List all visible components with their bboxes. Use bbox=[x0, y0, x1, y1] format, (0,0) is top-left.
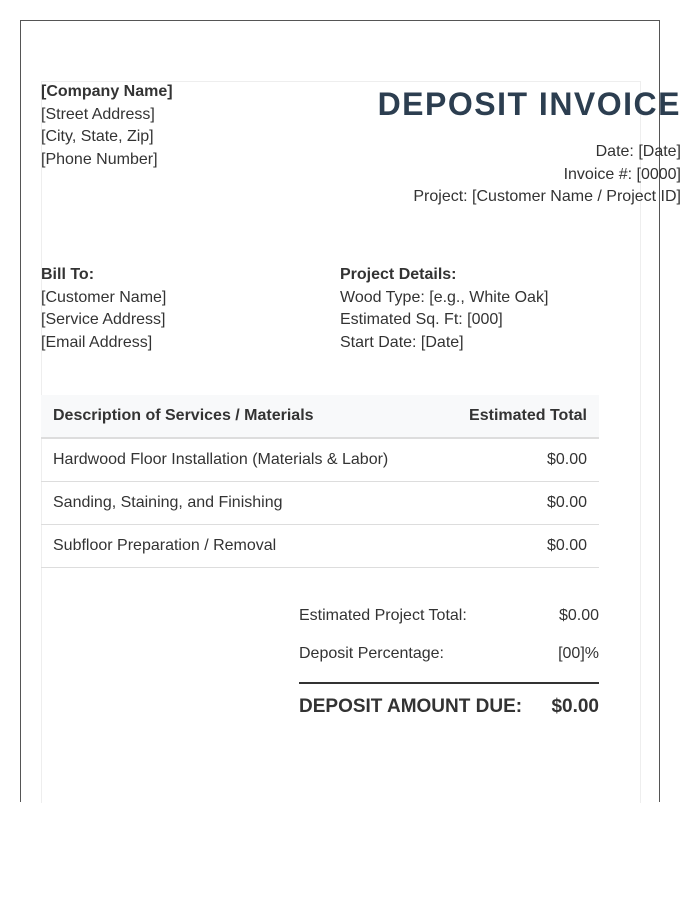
row-total: $0.00 bbox=[441, 525, 599, 568]
header-description: Description of Services / Materials bbox=[41, 395, 441, 438]
project-sqft: Estimated Sq. Ft: [000] bbox=[340, 311, 503, 328]
project-details-heading: Project Details: bbox=[340, 266, 457, 283]
bill-to-email: [Email Address] bbox=[41, 333, 153, 351]
company-block bbox=[41, 81, 173, 171]
company-city: [City, State, Zip] bbox=[41, 128, 154, 145]
items-table bbox=[41, 395, 599, 568]
summary-deposit-pct-value: [00]% bbox=[558, 645, 599, 662]
table-row bbox=[41, 438, 599, 482]
bill-to-heading: Bill To: bbox=[41, 266, 95, 283]
project-details-block bbox=[340, 264, 548, 354]
summary-project-total-label: Estimated Project Total: bbox=[299, 607, 467, 624]
company-phone: [Phone Number] bbox=[41, 150, 158, 168]
company-street: [Street Address] bbox=[41, 105, 155, 123]
header-total: Estimated Total bbox=[441, 395, 599, 438]
row-description: Sanding, Staining, and Finishing bbox=[41, 482, 441, 525]
summary-block bbox=[299, 606, 599, 718]
project-wood-type: Wood Type: [e.g., White Oak] bbox=[340, 288, 549, 306]
row-description: Subfloor Preparation / Removal bbox=[41, 525, 441, 568]
deposit-due-value: $0.00 bbox=[551, 696, 599, 717]
summary-project-total-row bbox=[299, 606, 599, 644]
bill-to-block bbox=[41, 264, 166, 354]
invoice-project: Project: [Customer Name / Project ID] bbox=[413, 188, 681, 205]
row-total: $0.00 bbox=[441, 438, 599, 482]
deposit-due-label: DEPOSIT AMOUNT DUE: bbox=[299, 696, 523, 717]
invoice-number: Invoice #: [0000] bbox=[563, 165, 681, 183]
items-table-header-row bbox=[41, 395, 599, 438]
items-table-wrapper bbox=[41, 395, 599, 568]
summary-divider bbox=[299, 682, 599, 684]
summary-project-total-value: $0.00 bbox=[558, 607, 599, 624]
table-row bbox=[41, 482, 599, 525]
project-start-date: Start Date: [Date] bbox=[340, 333, 464, 351]
row-total: $0.00 bbox=[441, 482, 599, 525]
row-description: Hardwood Floor Installation (Materials & Labor) bbox=[41, 438, 441, 482]
summary-deposit-pct-row bbox=[299, 644, 599, 682]
invoice-date: Date: [Date] bbox=[595, 143, 681, 160]
bill-to-customer: [Customer Name] bbox=[41, 288, 167, 306]
bill-to-address: [Service Address] bbox=[41, 311, 166, 328]
table-row bbox=[41, 525, 599, 568]
company-name: [Company Name] bbox=[41, 83, 173, 100]
invoice-title: DEPOSIT INVOICE bbox=[377, 86, 681, 122]
invoice-meta bbox=[413, 141, 681, 209]
deposit-due-row bbox=[299, 696, 599, 718]
summary-deposit-pct-label: Deposit Percentage: bbox=[299, 645, 444, 662]
